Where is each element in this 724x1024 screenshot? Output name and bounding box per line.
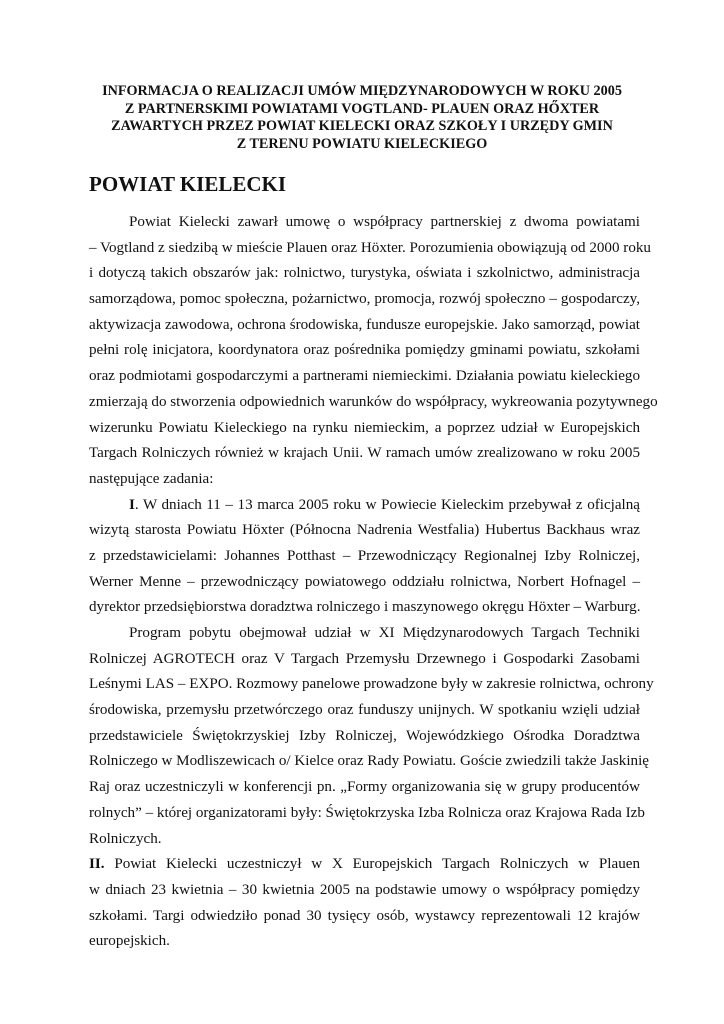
body-line: następujące zadania: — [89, 470, 214, 487]
body-line: Leśnymi LAS – EXPO. Rozmowy panelowe prowadzone były w zakresie rolnictwa, ochrony — [89, 676, 654, 693]
point-one-line — [89, 493, 640, 519]
body-line: przedstawiciele Świętokrzyskiej Izby Rolniczej, Wojewódzkiego Ośrodka Doradztwa — [89, 727, 640, 744]
body-line: Rolniczego w Modliszewicach o/ Kielce oraz Rady Powiatu. Goście zwiedzili także Jaskinię — [89, 753, 649, 770]
body-line: wizerunku Powiatu Kieleckiego na rynku niemieckim, a poprzez udział w Europejskich — [89, 419, 640, 436]
body-line: Raj oraz uczestniczyli w konferencji pn. „Formy organizowania się w grupy producentów — [89, 779, 640, 796]
body-text — [89, 210, 658, 955]
body-line-text: W dniach 11 – 13 marca 2005 roku w Powiecie Kieleckim przebywał z oficjalną — [142, 496, 640, 513]
body-line: Werner Menne – przewodniczący powiatowego oddziału rolnictwa, Norbert Hofnagel – — [89, 573, 640, 590]
body-line: samorządowa, pomoc społeczna, pożarnictwo, promocja, rozwój społeczno – gospodarczy, — [89, 291, 640, 308]
body-line: oraz podmiotami gospodarczymi a partnerami niemieckimi. Działania powiatu kieleckiego — [89, 368, 640, 385]
body-line: dyrektor przedsiębiorstwa doradztwa rolniczego i maszynowego okręgu Höxter – Warburg. — [89, 599, 641, 616]
body-line: szkołami. Targi odwiedziło ponad 30 tysięcy osób, wystawcy reprezentowali 12 krajów — [89, 907, 640, 924]
body-line: Program pobytu obejmował udział w XI Międzynarodowych Targach Techniki — [129, 625, 640, 641]
body-line: zmierzają do stworzenia odpowiednich warunków do współpracy, wykreowania pozytywnego — [89, 393, 658, 410]
body-line-text: Powiat Kielecki uczestniczył w X Europejskich Targach Rolniczych w Plauen — [114, 856, 640, 873]
body-line: Rolniczych. — [89, 830, 162, 847]
body-line: w dniach 23 kwietnia – 30 kwietnia 2005 na podstawie umowy o współpracy pomiędzy — [89, 881, 640, 898]
title-line: Z TERENU POWIATU KIELECKIEGO — [236, 135, 488, 152]
body-line: Targach Rolniczych również w krajach Unii. W ramach umów zrealizowano w roku 2005 — [89, 445, 640, 462]
body-line: Rolniczej AGROTECH oraz V Targach Przemysłu Drzewnego i Gospodarki Zasobami — [89, 650, 640, 667]
body-line: Powiat Kielecki zawarł umowę o współpracy partnerskiej z dwoma powiatami — [129, 214, 640, 230]
point-one-marker: I — [129, 496, 135, 513]
body-line: rolnych” – której organizatorami były: Świętokrzyska Izba Rolnicza oraz Krajowa Rada Izb — [89, 804, 645, 821]
body-line: – Vogtland z siedzibą w mieście Plauen oraz Höxter. Porozumienia obowiązują od 2000 roku — [89, 239, 651, 256]
section-heading: POWIAT KIELECKI — [89, 172, 287, 196]
title-line: ZAWARTYCH PRZEZ POWIAT KIELECKI ORAZ SZKOŁY I URZĘDY GMIN — [111, 118, 613, 134]
body-line: europejskich. — [89, 933, 170, 950]
point-two-line — [89, 852, 640, 878]
point-one-separator: . — [134, 496, 143, 513]
body-line: pełni rolę inicjatora, koordynatora oraz pośrednika pomiędzy gminami powiatu, szkołami — [89, 342, 640, 359]
title-line: Z PARTNERSKIMI POWIATAMI VOGTLAND- PLAUEN ORAZ HŐXTER — [124, 100, 600, 117]
point-two-separator — [105, 856, 115, 872]
body-line: i dotyczą takich obszarów jak: rolnictwo, turystyka, oświata i szkolnictwo, administracja — [89, 265, 640, 282]
body-line: środowiska, przemysłu przetwórczego oraz funduszy unijnych. W spotkaniu wzięli udział — [89, 702, 640, 719]
body-line: wizytą starosta Powiatu Höxter (Północna Nadrenia Westfalia) Hubertus Backhaus wraz — [89, 522, 640, 539]
title-line: INFORMACJA O REALIZACJI UMÓW MIĘDZYNARODOWYCH W ROKU 2005 — [102, 83, 622, 99]
body-line: aktywizacja zawodowa, ochrona środowiska, fundusze europejskie. Jako samorząd, powiat — [89, 316, 640, 333]
point-two-marker: II. — [89, 856, 105, 873]
document-title — [60, 83, 664, 153]
body-line: z przedstawicielami: Johannes Potthast – Przewodniczący Regionalnej Izby Rolniczej, — [89, 547, 640, 564]
